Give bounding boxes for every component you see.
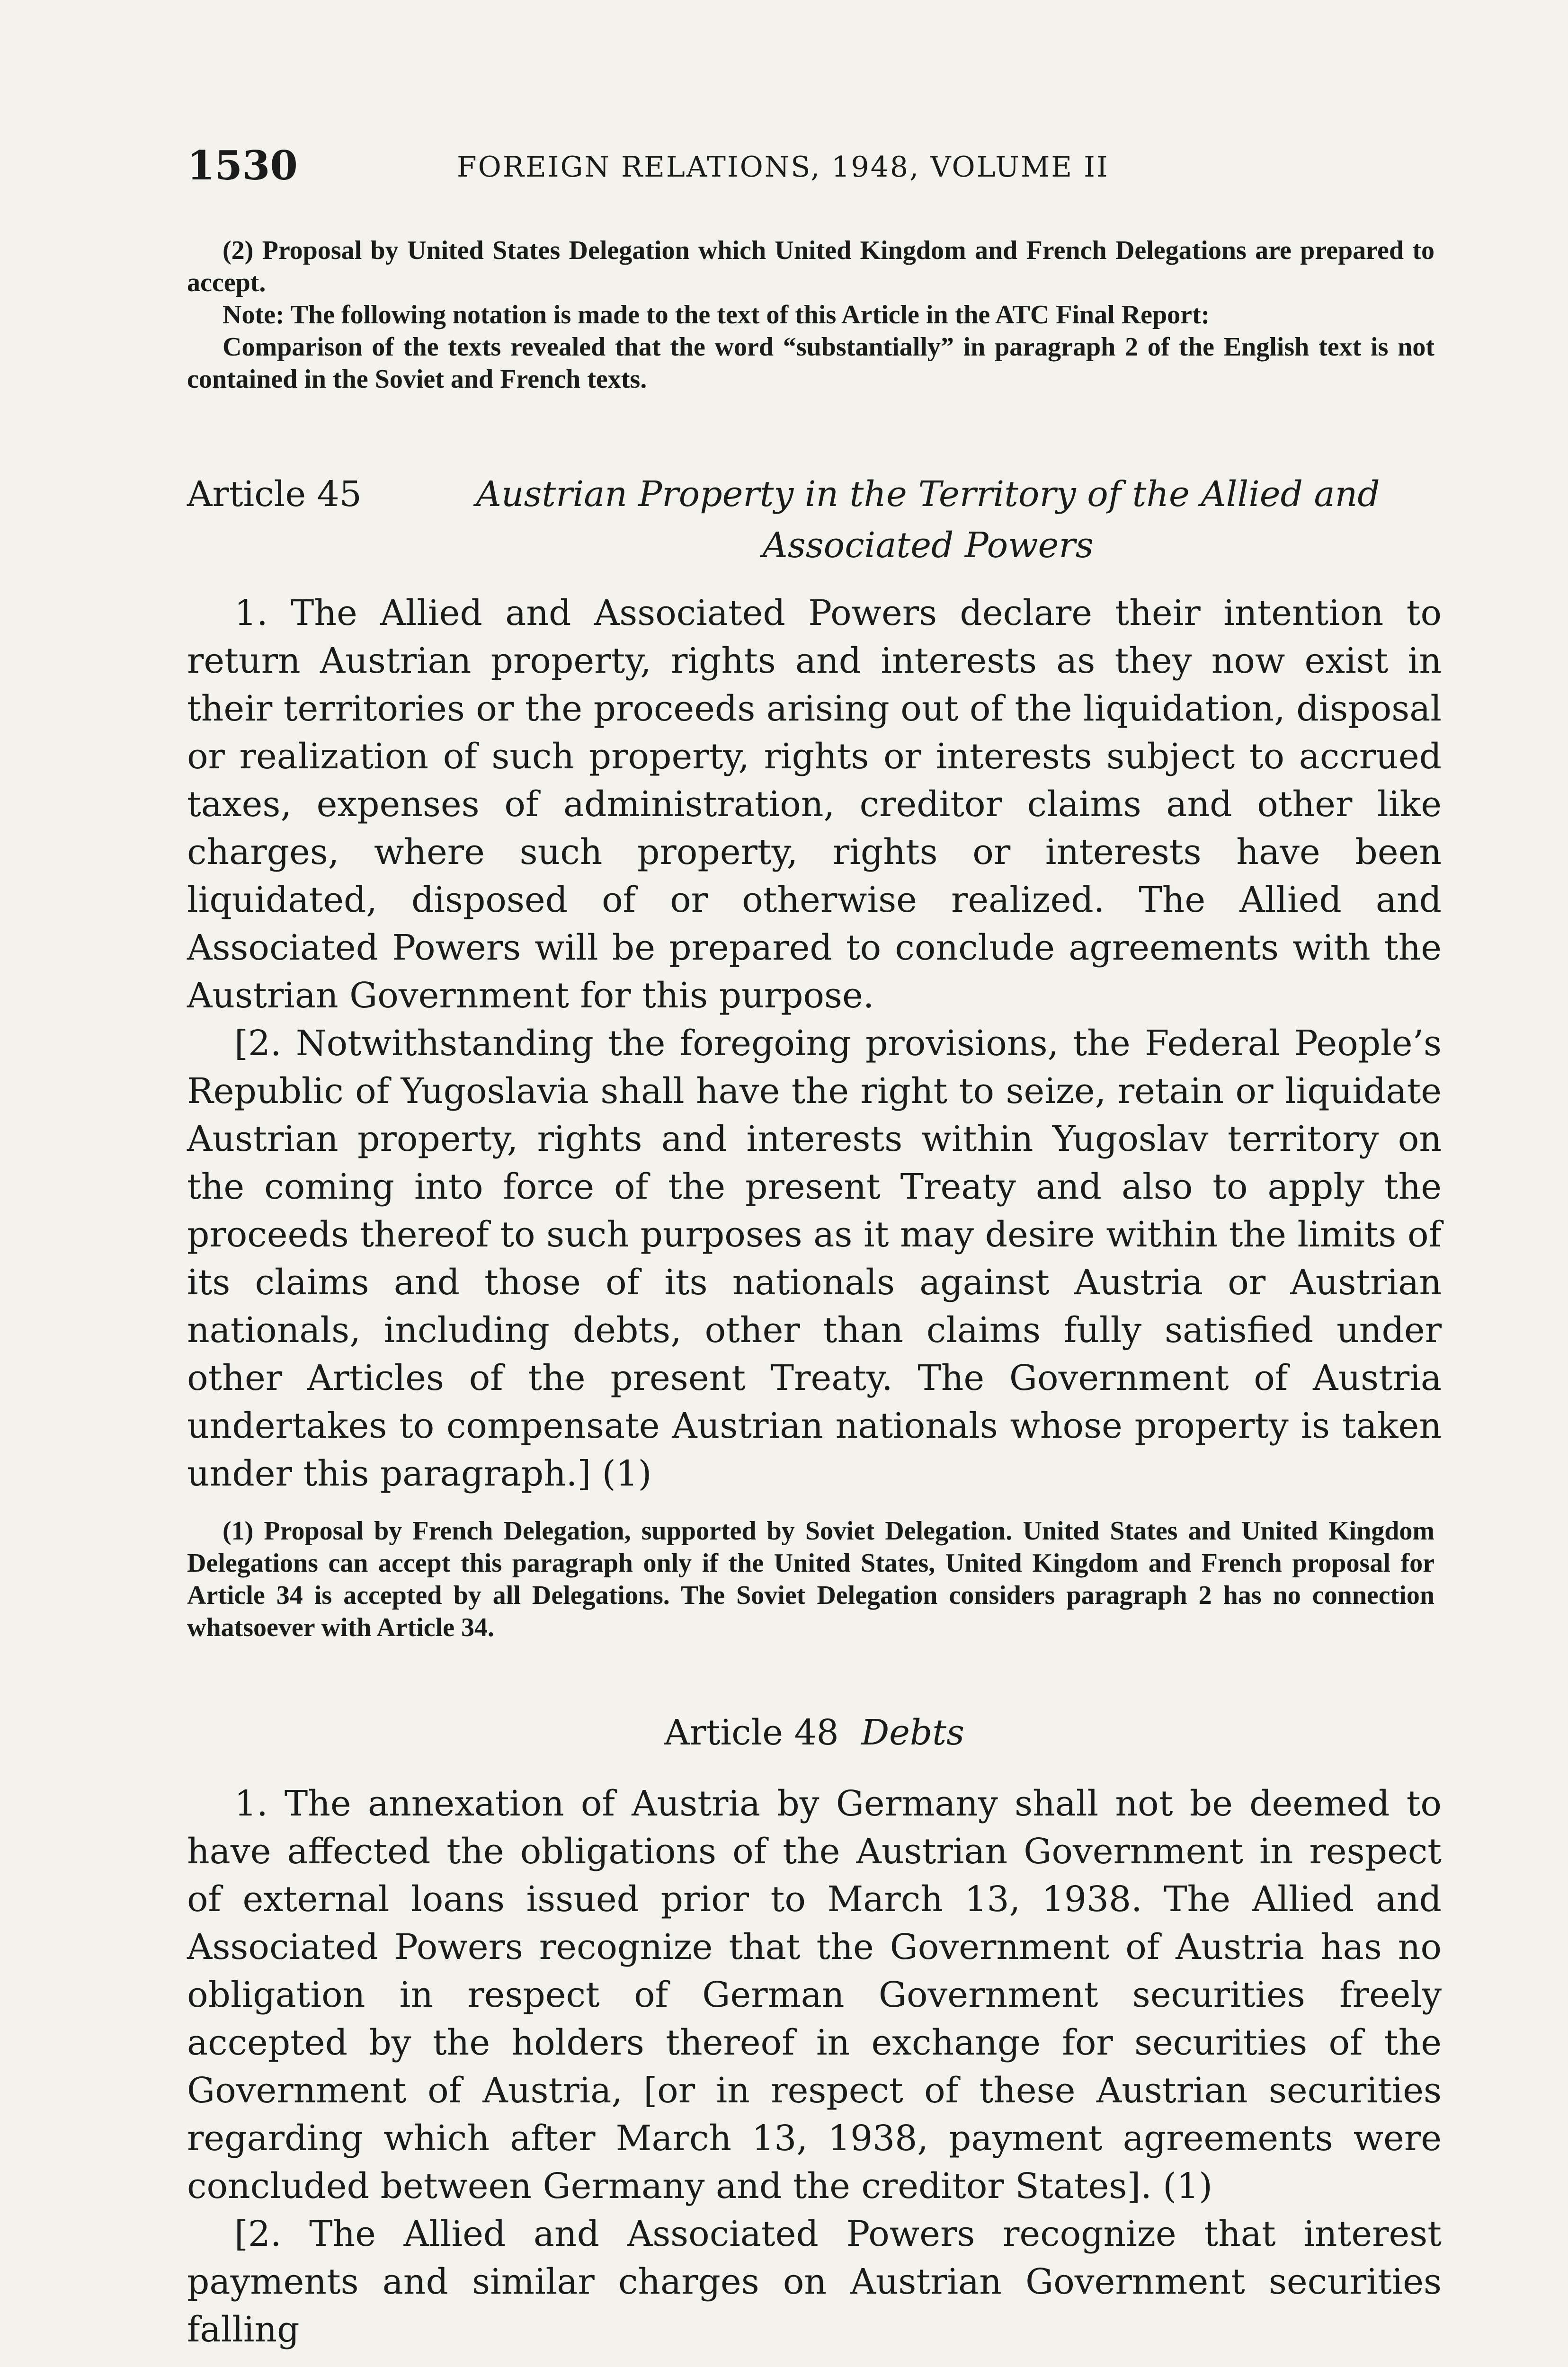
article-45-heading (187, 469, 1442, 573)
article-48-body (187, 1780, 1442, 2354)
article-48-heading (187, 1709, 1442, 1756)
footnote-1: (1) Proposal by French Delegation, supported by Soviet Delegation. United States and United Kingdom Delegations can accept this paragraph only if the United States, United Kingdom and French proposal for Article 34 is accepted by all Delegations. The Soviet Delegation considers paragraph 2 has no connection whatsoever with Article 34. (187, 1516, 1434, 1642)
proposal-note: (2) Proposal by United States Delegation which United Kingdom and French Delegations are prepared to accept. (187, 236, 1434, 297)
page-number: 1530 (187, 142, 298, 189)
article-48-paragraph-1: 1. The annexation of Austria by Germany shall not be deemed to have affected the obligations of the Austrian Government in respect of external loans issued prior to March 13, 1938. The Allied and Associated Powers recognize that the Government of Austria has no obligation in respect of German Government securities freely accepted by the holders thereof in exchange for securities of the Government of Austria, [or in respect of these Austrian securities regarding which after March 13, 1938, payment agreements were concluded between Germany and the creditor States]. (1) (187, 1783, 1442, 2207)
article-48-label: Article 48 (664, 1712, 839, 1753)
article-45-label: Article 45 (187, 474, 362, 515)
atc-note: Note: The following notation is made to the text of this Article in the ATC Final Report: (223, 300, 1210, 329)
article-48-paragraph-2: [2. The Allied and Associated Powers recognize that interest payments and similar charges on Austrian Government securities falling (187, 2214, 1442, 2350)
article-45-paragraph-2: [2. Notwithstanding the foregoing provisions, the Federal People’s Republic of Yugoslavia shall have the right to seize, retain or liquidate Austrian property, rights and interests within Yugoslav territory on the coming into force of the present Treaty and also to apply the proceeds thereof to such purposes as it may desire within the limits of its claims and those of its nationals against Austria or Austrian nationals, including debts, other than claims fully satisfied under other Articles of the present Treaty. The Government of Austria undertakes to compensate Austrian nationals whose property is taken under this paragraph.] (1) (187, 1023, 1442, 1494)
article-45-footnote (187, 1515, 1434, 1644)
article-45-paragraph-1: 1. The Allied and Associated Powers declare their intention to return Austrian property, rights and interests as they now exist in their territories or the proceeds arising out of the liquidation, disposal or realization of such property, rights or interests subject to accrued taxes, expenses of administration, creditor claims and other like charges, where such property, rights or interests have been liquidated, disposed of or otherwise realized. The Allied and Associated Powers will be prepared to conclude agreements with the Austrian Government for this purpose. (187, 593, 1442, 1016)
article-48-title: Debts (861, 1712, 965, 1753)
article-45-body (187, 589, 1442, 1498)
note-block (187, 234, 1434, 395)
comparison-note: Comparison of the texts revealed that the word “substantially” in paragraph 2 of the English text is not contained in the Soviet and French texts. (187, 332, 1434, 394)
article-45-title: Austrian Property in the Territory of the Allied and Associated Powers (476, 474, 1380, 566)
running-head: FOREIGN RELATIONS, 1948, VOLUME II (457, 151, 1109, 184)
page-header (187, 142, 1442, 194)
